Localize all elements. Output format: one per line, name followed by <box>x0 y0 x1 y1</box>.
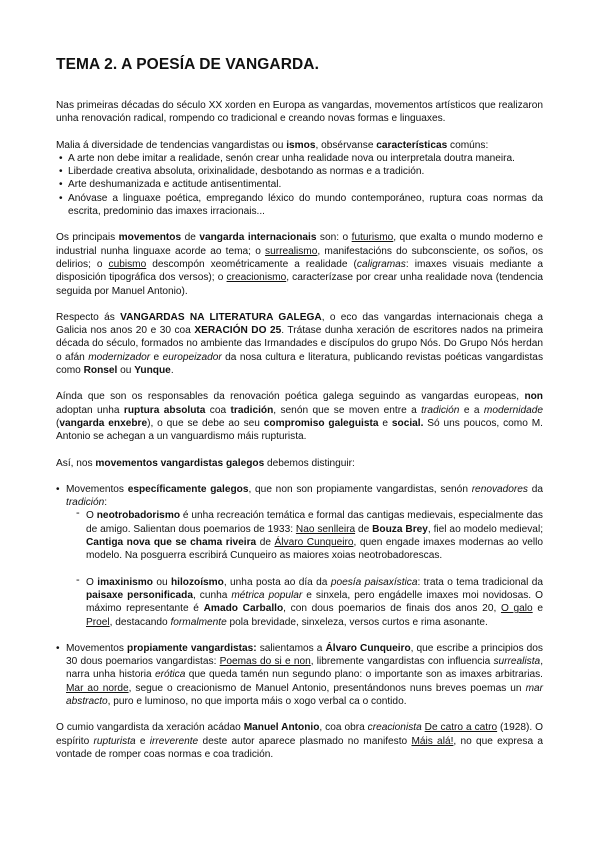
list-item-specific-movements: • Movementos específicamente galegos, que non son propiamente vangardistas, senón renovadores da tradición: - O neotrobadorismo é unha recreación temática e formal das cantigas medievais, especialmente das de amigo. Salientan dous poemarios de 1933: Nao senlleira de Bouza Brey, fiel ao modelo medieval; Cantiga nova que se chama riveira de Álvaro Cunqueiro, quen engade imaxes modernas ao vello modelo. Na posguerra escribirá Cunqueiro as maiores xoias neotrobadorescas. - O imaxinismo ou hilozoísmo, unha posta ao día da poesía paisaxística: trata o tema tradicional da paisaxe personificada, cunha métrica popular e sinxela, pero engádelle imaxes moi novidosas. O máximo representante é Amado Carballo, con dous poemarios de finais dos anos 20, O galo e Proel, destacando formalmente pola brevidade, sinxeleza, versos curtos e rima asonante. <box>56 483 543 629</box>
specific-sublist <box>66 509 543 628</box>
characteristics-lead: Malia á diversidade de tendencias vangardistas ou ismos, obsérvanse características comúns: <box>56 139 489 151</box>
galician-avantgarde-paragraph: Respecto ás VANGARDAS NA LITERATURA GALEGA, o eco das vangardas internacionais chega a Galicia nos anos 20 e 30 coa XERACIÓN DO 25. Trátase dunha xeración de escritores nados na primeira década do século, formados no ambiente das Irmandades e discípulos do grupo Nós. Do Grupo Nós herdan o afán modernizador e europeizador da nosa cultura e literatura, publicando revistas poéticas vangardistas como Ronsel ou Yunque. <box>56 311 544 377</box>
page-title: TEMA 2. A POESÍA DE VANGARDA. <box>56 56 319 73</box>
list-item: • Anóvase a linguaxe poética, empregando léxico do mundo contemporáneo, ruptura coas normas da escrita, predominio das imaxes irracionais... <box>56 192 543 219</box>
list-item-imaxinismo: - O imaxinismo ou hilozoísmo, unha posta ao día da poesía paisaxística: trata o tema tradicional da paisaxe personificada, cunha métrica popular e sinxela, pero engádelle imaxes moi novidosas. O máximo representante é Amado Carballo, con dous poemarios de finais dos anos 20, O galo e Proel, destacando formalmente pola brevidade, sinxeleza, versos curtos e rima asonante. <box>66 576 543 629</box>
renewal-paragraph: Aínda que son os responsables da renovación poética galega seguindo as vangardas europeas, non adoptan unha ruptura absoluta coa tradición, senón que se moven entre a tradición e a modernidade (vangarda enxebre), o que se debe ao seu compromiso galeguista e social. Só uns poucos, como M. Antonio se achegan a un vanguardismo máis rupturista. <box>56 391 544 443</box>
list-item: • A arte non debe imitar a realidade, senón crear unha realidade nova ou interpretala doutra maneira. <box>56 152 543 165</box>
distinguish-paragraph: Así, nos movementos vangardistas galegos debemos distinguir: <box>56 457 355 469</box>
movements-paragraph: Os principais movementos de vangarda internacionais son: o futurismo, que exalta o mundo moderno e industrial nunha linguaxe acorde ao tema; o surrealismo, manifestacións do subconsciente, os soños, os delirios; o cubismo descompón xeométricamente a realidade (caligramas: imaxes visuais mediante a disposición tipográfica dos versos); o creacionismo, caracterízase por crear unha realidade nova (tendencia seguida por Manuel Antonio). <box>56 232 544 297</box>
creacionismo-term: creacionismo <box>226 272 287 284</box>
list-item-neotrobadorismo: - O neotrobadorismo é unha recreación temática e formal das cantigas medievais, especialmente das de amigo. Salientan dous poemarios de 1933: Nao senlleira de Bouza Brey, fiel ao modelo medieval; Cantiga nova que se chama riveira de Álvaro Cunqueiro, quen engade imaxes modernas ao vello modelo. Na posguerra escribirá Cunqueiro as maiores xoias neotrobadorescas. <box>66 509 543 562</box>
surrealismo-term: surrealismo <box>265 245 318 257</box>
intro-paragraph: Nas primeiras décadas do século XX xorden en Europa as vangardas, movementos artísticos que realizaron unha renovación radical, rompendo co tradicional e creando novas formas e linguaxes. <box>56 100 543 125</box>
list-item: • Liberdade creativa absoluta, orixinalidade, desbotando as normas e a tradición. <box>56 165 543 178</box>
futurismo-term: futurismo <box>351 232 394 244</box>
list-item: • Arte deshumanizada e actitude antisentimental. <box>56 178 543 191</box>
summit-paragraph: O cumio vangardista da xeración acádao Manuel Antonio, coa obra creacionista De catro a catro (1928). O espírito rupturista e irreverente deste autor aparece plasmado no manifesto Máis alá!, no que expresa a vontade de romper coas normas e coa tradición. <box>56 722 543 760</box>
characteristics-list <box>56 152 543 218</box>
cubismo-term: cubismo <box>108 258 147 270</box>
list-item-proper-avantgarde: • Movementos propiamente vangardistas: salientamos a Álvaro Cunqueiro, que escribe a principios dos 30 dous poemarios vangardistas: Poemas do si e non, libremente vangardistas con influencia surrealista, narra unha historia erótica que queda tamén nun segundo plano: o importante son as imaxes arbitrarias. Mar ao norde, segue o creacionismo de Manuel Antonio, presentándonos nuns breves poemas un mar abstracto, puro e luminoso, no que importa máis o xogo verbal ca o contido. <box>56 642 543 708</box>
movements-list <box>56 483 543 708</box>
